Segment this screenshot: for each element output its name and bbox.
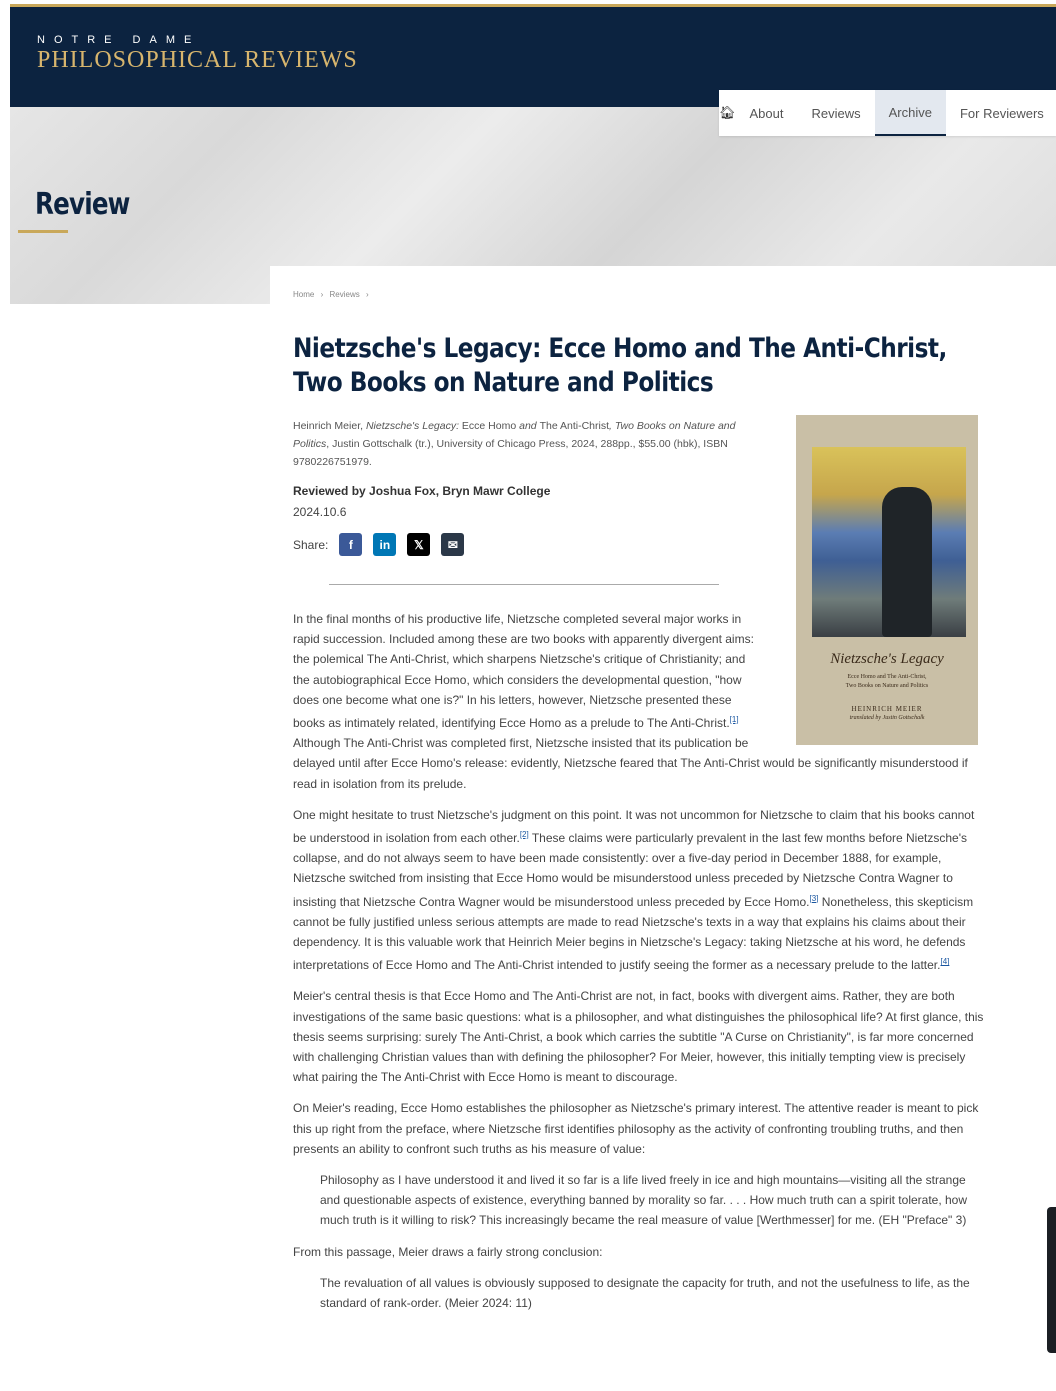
footnote-link[interactable]: [1] (729, 715, 739, 725)
paragraph-text: One might hesitate to trust Nietzsche's judgment on this point. It was not uncommon for Nietzsche to claim that his books cannot be understood in isolation from each other. (293, 807, 975, 846)
brand-logo-text[interactable]: PHILOSOPHICAL REVIEWS (37, 47, 358, 73)
email-icon: ✉︎ (447, 537, 458, 552)
article-container (270, 266, 1056, 1391)
breadcrumb-separator: › (365, 290, 369, 299)
article-title: Nietzsche's Legacy: Ecce Homo and The Anti-Christ, Two Books on Nature and Politics (293, 333, 947, 398)
facebook-icon: f (348, 537, 353, 552)
breadcrumb-separator: › (320, 290, 324, 299)
page-title: Review (35, 187, 130, 222)
nav-item-archive[interactable]: Archive (875, 90, 946, 136)
paragraph-text: Although The Anti-Christ was completed first, Nietzsche insisted that its publication be delayed until after Ecce Homo's release: evidently, Nietzsche feared that The Anti-Christ would be significantly misunderstood if read in isolation from its prelude. (293, 736, 968, 791)
nav-item-about[interactable]: About (749, 105, 784, 121)
brand-top-text[interactable]: NOTRE DAME (37, 34, 201, 46)
cover-translator: translated by Justin Gottschalk (849, 715, 925, 721)
breadcrumb (293, 290, 373, 299)
side-panel-handle[interactable] (1047, 1207, 1056, 1353)
paragraph: From this passage, Meier draws a fairly strong conclusion: (293, 1244, 603, 1259)
paragraph (293, 609, 985, 794)
cover-subtitle-line-2: Two Books on Nature and Politics (845, 683, 929, 689)
share-label: Share: (293, 537, 329, 552)
x-share-button[interactable] (407, 533, 430, 556)
biblio-title-c: and (516, 420, 540, 432)
paragraph (293, 805, 985, 976)
block-quote: The revaluation of all values is obviously supposed to designate the capacity for truth, and not the usefulness to life, as the standard of rank-order. (Meier 2024: 11) (320, 1275, 970, 1311)
nav-item-reviews[interactable]: Reviews (811, 105, 861, 121)
x-icon: 𝕏 (414, 537, 424, 552)
paragraph-text: In the final months of his productive life, Nietzsche completed several major works in rapid succession. Included among these are two books with apparently divergent aims: the polemical The Anti-Christ, which sharpens Nietzsche's critique of Christianity; and the autobiographical Ecce Homo, which considers the developmental question, "how does one become what one is?" In his letters, however, Nietzsche presented these books as intimately related, identifying Ecce Homo as a prelude to The Anti-Christ. (293, 612, 754, 731)
share-bar (293, 533, 475, 556)
paragraph: Meier's central thesis is that Ecce Homo and The Anti-Christ are not, in fact, books with divergent aims. Rather, they are both investigations of the same basic questions: what is a philosopher, and what distinguishes the philosophical life? At first glance, this thesis seems surprising: surely The Anti-Christ, a book which carries the subtitle "A Curse on Christianity", is far more concerned with challenging Christian values than with defining the philosopher? For Meier, however, this initially tempting view is precisely what pairing the The Anti-Christ with Ecce Homo is meant to discourage. (293, 989, 984, 1085)
biblio-title-a: Nietzsche's Legacy: (365, 420, 462, 432)
biblio-title-b: Ecce Homo (461, 420, 517, 432)
cover-subtitle-line-1: Ecce Homo and The Anti-Christ, (847, 674, 927, 680)
footnote-link[interactable]: [3] (809, 893, 819, 903)
footnote-link[interactable]: [4] (940, 957, 950, 967)
cover-title: Nietzsche's Legacy (830, 651, 944, 667)
nav-item-for-reviewers[interactable]: For Reviewers (959, 105, 1044, 121)
paragraph-text: These claims were particularly prevalent in the last few months before Nietzsche's collapse, and do not always seem to have been made consistently: over a five-day period in December 1888, for example, Nietzsche switched from insisting that Ecce Homo would be misunderstood unless preceded by Nietzsche Contra Wagner to insisting that Nietzsche Contra Wagner would be misunderstood unless preceded by Ecce Homo. (293, 831, 967, 909)
breadcrumb-reviews[interactable]: Reviews (329, 290, 360, 299)
bibliographic-info (293, 417, 763, 471)
block-quote: Philosophy as I have understood it and lived it so far is a life lived freely in ice and high mountains—visiting all the strange and questionable aspects of existence, everything banned by morality so far. . . . How much truth can a spirit tolerate, how much truth is it willing to risk? This increasingly became the real measure of value [Werthmesser] for me. (EH "Preface" 3) (320, 1173, 968, 1228)
header-divider (329, 584, 719, 585)
biblio-title-e: , (609, 420, 615, 432)
footnote-link[interactable]: [2] (519, 830, 529, 840)
paragraph: On Meier's reading, Ecce Homo establishes the philosopher as Nietzsche's primary interest. The attentive reader is meant to pick this up right from the preface, where Nietzsche first identifies philosophy as the activity of confronting troubling truths, and then presents an ability to confront such truths as his measure of value: (293, 1101, 979, 1156)
paragraph-text: Nonetheless, this skepticism cannot be fully justified unless serious attempts are made to read Nietzsche's texts in a way that explains his claims about their dependency. It is this valuable work that Heinrich Meier begins in Nietzsche's Legacy: taking Nietzsche at his word, he defends interpretations of Ecce Homo and The Anti-Christ intended to justify seeing the former as a necessary prelude to the latter. (293, 894, 974, 973)
breadcrumb-home[interactable]: Home (293, 290, 315, 299)
title-underline (18, 230, 68, 233)
biblio-title-d: The Anti-Christ (539, 420, 610, 432)
biblio-author: Heinrich Meier, (293, 420, 366, 432)
cover-spacer (758, 609, 985, 752)
home-icon: 🏠︎ (719, 105, 736, 120)
cover-author: HEINRICH MEIER (851, 705, 923, 713)
reviewer-line: Reviewed by Joshua Fox, Bryn Mawr College (293, 484, 551, 498)
linkedin-icon: in (379, 537, 391, 552)
main-nav (719, 90, 1056, 136)
email-share-button[interactable] (441, 533, 464, 556)
linkedin-share-button[interactable] (373, 533, 396, 556)
biblio-title-f: Two Books on Nature and Politics (293, 420, 736, 450)
nav-home-button[interactable] (719, 90, 736, 136)
review-body (293, 609, 985, 1324)
review-date: 2024.10.6 (293, 505, 347, 519)
facebook-share-button[interactable] (339, 533, 362, 556)
biblio-rest: , Justin Gottschalk (tr.), University of Chicago Press, 2024, 288pp., $55.00 (hbk), ISBN 9780226751979. (293, 438, 728, 468)
